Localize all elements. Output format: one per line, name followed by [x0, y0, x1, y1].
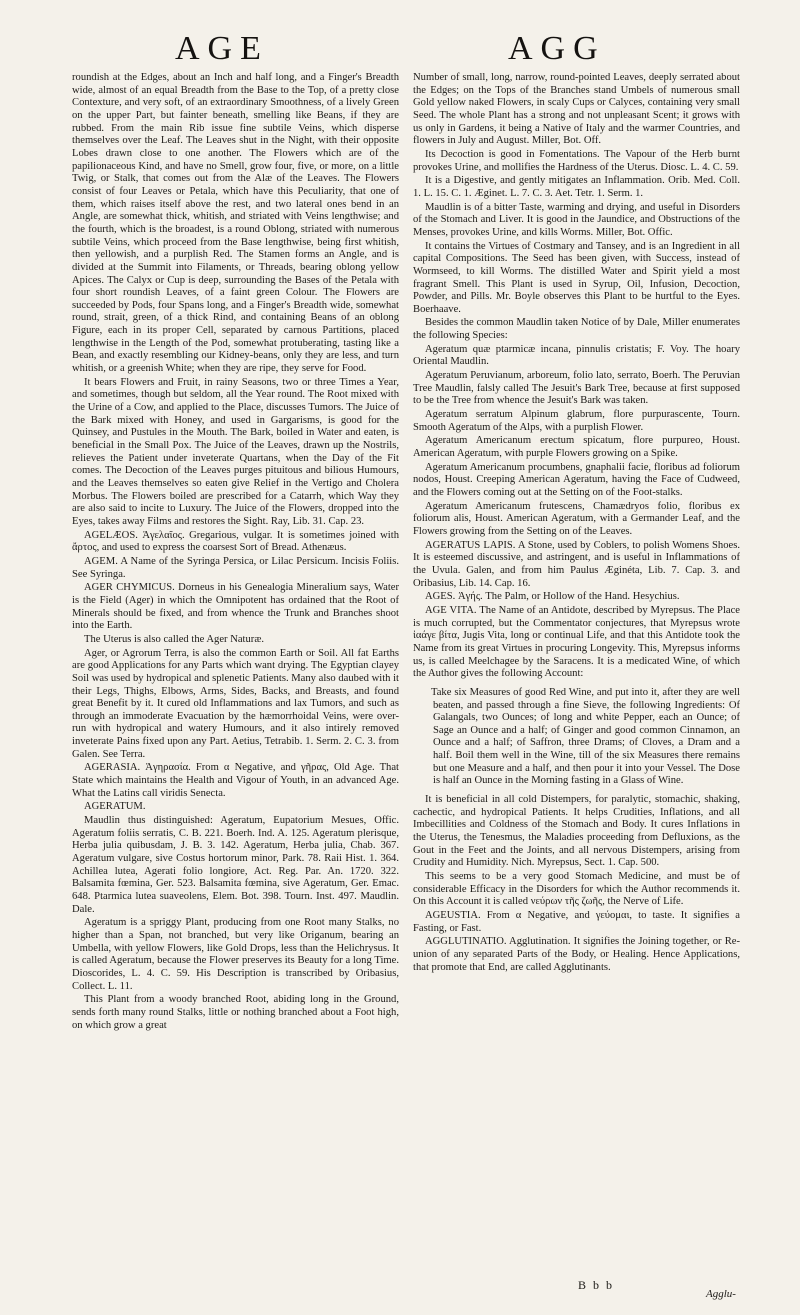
paragraph: AGER CHYMICUS. Dorneus in his Genealogia Mineralium says, Water is the Field (Ager) in which the Omnipotent has ordained that the Root of Minerals should be fixed, and from whence the Trunk and Branches shoot into the Earth. — [72, 582, 399, 632]
running-head-left: AGE — [175, 30, 269, 67]
paragraph: This Plant from a woody branched Root, abiding long in the Ground, sends forth many round Stalks, little or nothing branched about a Foot high, on which grow a great — [72, 994, 399, 1031]
paragraph: AGE VITA. The Name of an Antidote, described by Myrepsus. The Place is much corrupted, but the Commentator conjectures, that Myrepsus wrote ἰαάγε βίτα, Jugis Vita, long or continual Life, and that this Antidote took the Name from its great Virtues in procuring Longevity. This, Myrepsus informs us, is called Meelchagee by the Saracens. It is a medicated Wine, of which the Author gives the following Account: — [413, 604, 740, 680]
paragraph: Ageratum Peruvianum, arboreum, folio lato, serrato, Boerh. The Peruvian Tree Maudlin, falsly called The Jesuit's Bark Tree, because at first supposed to be the Tree from whence the Jesuit's Bark was taken. — [413, 370, 740, 407]
paragraph: Ager, or Agrorum Terra, is also the common Earth or Soil. All fat Earths are good Applications for any Parts which want drying. The Egyptian clayey Soil was used by hydropical and splenetic Patients. Many also daubed with it their Legs, Thighs, Elbows, Arms, Sides, Backs, and Breasts, and found great Benefit by it. It cured old Inflammations and lax Tumors, and such as through an immoderate Evacuation by the hæmorrhoidal Veins, were over-run with hydropical and watery Humours, and it also intirely removed inveterate Pains fixed upon any Part. Aetius, Tetrabib. 1. Serm. 2. C. 3. from Galen. See Terra. — [72, 647, 399, 760]
paragraph: Besides the common Maudlin taken Notice of by Dale, Miller enumerates the following Species: — [413, 317, 740, 342]
paragraph: It bears Flowers and Fruit, in rainy Seasons, two or three Times a Year, and sometimes, though but seldom, all the Year round. The Root mixed with the Urine of a Cow, and applied to the Place, discusses Tumors. The Juice of the Bark mixed with Honey, and used in Gargarisms, is good for the Quinsey, and Pustules in the Mouth. The Bark, boiled in Water and eaten, is beneficial in the Small Pox. The Juice of the Leaves, drawn up the Nostrils, relieves the Patient under inveterate Quartans, when the Day of the Fit comes. The Decoction of the Leaves purges pituitous and bilious Humours, and the Leaves themselves so eaten give Relief in the Vertigo and Cholera Morbus. The Flowers boiled are prescribed for a Catarrh, which Way they are also said to incite to Luxury. The Juice of the Flowers, dropped into the Eyes, takes away Films and restores the Sight. Ray, Lib. 31. Cap. 23. — [72, 376, 399, 527]
paragraph: It is a Digestive, and gently mitigates an Inflammation. Orib. Med. Coll. 1. L. 15. C. 1. Æginet. L. 7. C. 3. Aet. Tetr. 1. Serm. 1. — [413, 175, 740, 199]
paragraph: This seems to be a very good Stomach Medicine, and must be of considerable Efficacy in the Disorders for which the Author recommends it. On this Account it is called νεύρων τῆς ζωῆς, the Nerve of Life. — [413, 871, 740, 908]
paragraph: roundish at the Edges, about an Inch and half long, and a Finger's Breadth wide, almost of an equal Breadth from the Base to the Top, of a pretty close Contexture, and very soft, of an extraordinary Smoothness, of a lively Green on the upper Part, but fainter beneath, smelling like Beans, if they are rubbed. From the main Rib issue fine subtile Veins, which disperse themselves over the Leaf. The Leaves shut in the Night, with their opposite Lobes drawn close to one another. The Flowers which are of the papilionaceous Kind, and have no Smell, grow four, five, or more, on a little Twig, or Stalk, that comes out from the Alæ of the Leaves. The Flowers consist of four Leaves or Petala, which have this Peculiarity, that one of them, which raises itself above the rest, and two lateral ones bend in an Angle, are somewhat thick, whitish, and striated with Veins lengthwise; and the fourth, which is the broadest, is a round Oblong, striated with numerous subtile Veins, which proceed from the Base lengthwise, being first whitish, then yellowish, and a purplish Red. The Stamen forms an Angle, and is divided at the Summit into Filaments, or Threads, bearing oblong yellow Apices. The Calyx or Cup is deep, surrounding the Bases of the Petala with four short roundish Leaves, of a faint green Colour. The Flowers are succeeded by Pods, four Spans long, and a Finger's Breadth wide, somewhat round, strait, green, of a thick Rind, and containing Beans of an oblong Figure, each in its proper Cell, separated by carnous Partitions, placed lengthwise in the Length of the Pod, somewhat protuberating, tasting like a Bean, and exactly resembling our Kidney-beans, only they are less, and turn whitish, or a greenish White; when they are ripe, they serve for Food. — [72, 72, 399, 375]
paragraph: AGERATUM. — [84, 801, 146, 813]
paragraph: Number of small, long, narrow, round-pointed Leaves, deeply serrated about the Edges; on the Tops of the Branches stand Umbels of numerous small Gold yellow naked Flowers, in scaly Cups or Calyces, containing very small Seed. The whole Plant has a strong and not unpleasant Scent; it grows with us only in Gardens, it being a Native of Italy and the warmer Countries, and flowers in July and August. Miller, Bot. Off. — [413, 72, 740, 147]
paragraph: AGERASIA. Ἀγηρασία. From α Negative, and γῆρας, Old Age. That State which maintains the Health and Vigour of Youth, in an advanced Age. What the Latins call viridis Senecta. — [72, 762, 399, 799]
paragraph: Maudlin is of a bitter Taste, warming and drying, and useful in Disorders of the Stomach and Liver. It is good in the Jaundice, and Obstructions of the Menses, provokes Urine, and kills Worms. Miller, Bot. Offic. — [413, 201, 740, 238]
paragraph: It is beneficial in all cold Distempers, for paralytic, stomachic, shaking, cachectic, and hydropical Patients. It helps Crudities, Inflations, and all Imbecillities and Coldness of the Stomach and Body. It cures Inflations in the Uterus, the Tenesmus, the Maladies proceeding from Defluxions, as the Gout in the Feet and the Joints, and all nervous Distempers, arising from Crudity and Humidity. Nich. Myrepsus, Sect. 1. Cap. 500. — [413, 794, 740, 869]
running-head-right: AGG — [508, 30, 606, 67]
paragraph: AGEUSTIA. From α Negative, and γεύομαι, to taste. It signifies a Fasting, or Fast. — [413, 910, 740, 934]
paragraph: AGES. Ἀγής. The Palm, or Hollow of the Hand. Hesychius. — [425, 591, 680, 603]
paragraph: Take six Measures of good Red Wine, and put into it, after they are well beaten, and passed through a fine Sieve, the following Ingredients: Of Galangals, two Ounces; of long and white Pepper, each an Ounce; of Sage an Ounce and a half; of Ginger and good common Cinnamon, an Ounce and a half; of Saffron, three Drams; of Cloves, a Dram and a half. Boil them well in the Wine, till of the six Measures there remains but one Measure and a half, and then pour it into your Vessel. The Dose is half an Ounce in the Morning fasting in a Glass of Wine. — [431, 686, 740, 787]
left-column — [72, 72, 399, 1272]
paragraph: AGERATUS LAPIS. A Stone, used by Coblers, to polish Womens Shoes. It is esteemed discussive, and astringent, and is useful in Inflammations of the Uvula. Galen, and from him Paulus Æginéta, Lib. 7. Cap. 3. and Oribasius, Lib. 14. Cap. 16. — [413, 539, 740, 589]
paragraph: AGEM. A Name of the Syringa Persica, or Lilac Persicum. Incisis Foliis. See Syringa. — [72, 555, 399, 580]
paragraph: Ageratum Americanum frutescens, Chamædryos folio, floribus ex foliorum alis, Houst. American Ageratum, with a Germander Leaf, and the Flowers growing from the Setting on of the Leaves. — [413, 500, 740, 537]
catchword: Agglu- — [706, 1288, 736, 1300]
paragraph: Ageratum quæ ptarmicæ incana, pinnulis cristatis; F. Voy. The hoary Oriental Maudlin. — [413, 343, 740, 368]
paragraph: It contains the Virtues of Costmary and Tansey, and is an Ingredient in all capital Compositions. The Seed has been given, with Success, instead of Wormseed, to kill Worms. The distilled Water and Spirit yield a most fragrant Smell. This Plant is used in Syrup, Oil, Infusion, Decoction, Powder, and Pills. Mr. Boyle observes this Plant to be hurtful to the Eyes. Boerhaave. — [413, 240, 740, 315]
paragraph: Maudlin thus distinguished: Ageratum, Eupatorium Mesues, Offic. Ageratum foliis serratis, C. B. 221. Boerh. Ind. A. 125. Ageratum plerisque, Herba julia quibusdam, J. B. 3. 142. Ageratum, Herba julia, Chab. 367. Ageratum vulgare, sive Costus hortorum minor, Park. 78. Raii Hist. 1. 364. Achillea lutea, Agerati folio longiore, Act. Reg. Par. An. 1720. 322. Balsamita fœmina, Ger. 523. Balsamita fœmina, sive Ageratum, Ger. Emac. 648. Ptarmica lutea suaveolens, Elem. Bot. 398. Tourn. Inst. 497. Maudlin. Dale. — [72, 815, 399, 915]
paragraph: Ageratum Americanum erectum spicatum, flore purpureo, Houst. American Ageratum, with purple Flowers growing on a Spike. — [413, 435, 740, 460]
paragraph: Ageratum is a spriggy Plant, producing from one Root many Stalks, no higher than a Span, not branched, but very like Origanum, bearing an Umbella, with yellow Flowers, like Gold Drops, less than the Helichrysus. It is called Ageratum, because the Flower preserves its Beauty for a long Time. Dioscorides, L. 4. C. 59. His Description is transcribed by Oribasius, Collect. L. 11. — [72, 917, 399, 992]
right-column — [413, 72, 740, 1272]
paragraph: Its Decoction is good in Fomentations. The Vapour of the Herb burnt provokes Urine, and mollifies the Hardness of the Uterus. Diosc. L. 4. C. 59. — [413, 148, 740, 173]
paragraph: The Uterus is also called the Ager Naturæ. — [84, 633, 265, 645]
paragraph: Ageratum serratum Alpinum glabrum, flore purpurascente, Tourn. Smooth Ageratum of the Alps, with a purplish Flower. — [413, 409, 740, 433]
paragraph: AGELÆOS. Ἀγελαῖος. Gregarious, vulgar. It is sometimes joined with ἄρτος, and used to express the coarsest Sort of Bread. Athenæus. — [72, 529, 399, 554]
signature-mark: B b b — [578, 1278, 615, 1292]
paragraph: Ageratum Americanum procumbens, gnaphalii facie, floribus ad foliorum nodos, Houst. Creeping American Ageratum, having the Face of Cudweed, and the Flowers coming out at the Setting on of the Foot-stalks. — [413, 461, 740, 498]
text-columns — [72, 72, 740, 1272]
paragraph: AGGLUTINATIO. Agglutination. It signifies the Joining together, or Re-union of any separated Parts of the Body, or Healing. Hence Applications, that promote that End, are called Agglutinants. — [413, 936, 740, 973]
